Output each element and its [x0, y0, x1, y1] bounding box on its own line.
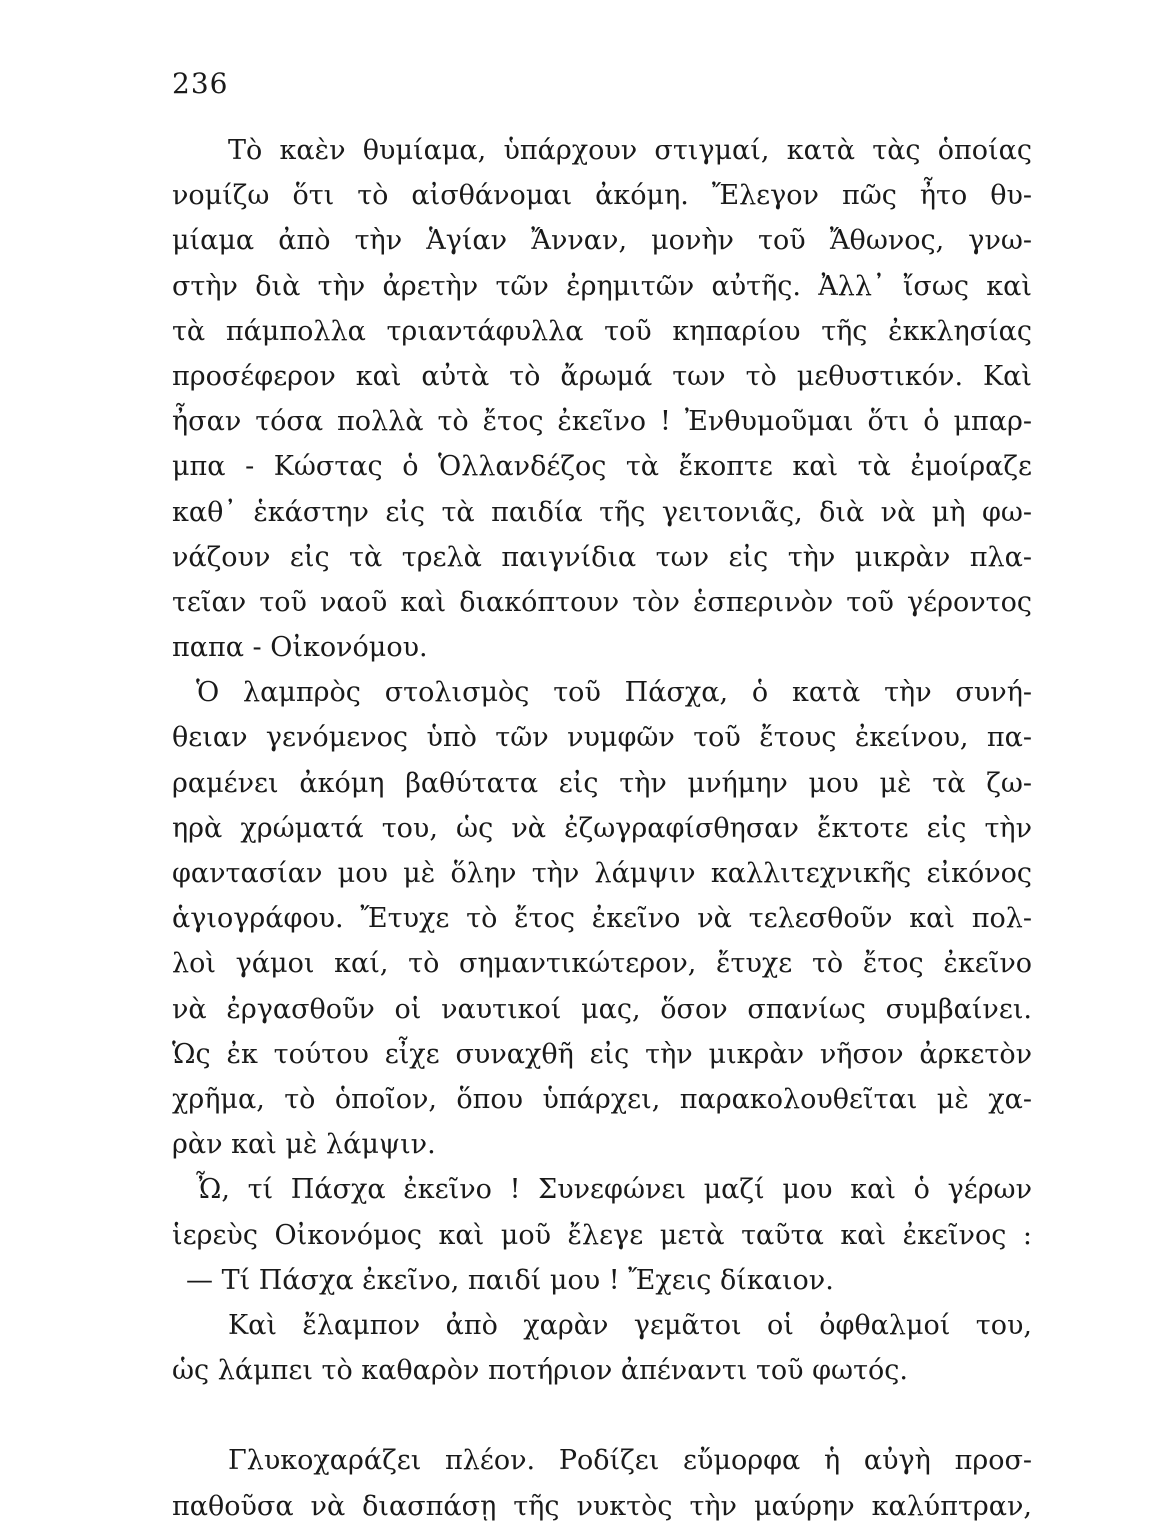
text-line: Καὶ ἔλαμπον ἀπὸ χαρὰν γεμᾶτοι οἱ ὀφθαλμοί του, — [228, 1309, 1032, 1341]
text-line: ἱερεὺς Οἰκονόμος καὶ μοῦ ἔλεγε μετὰ ταῦτα καὶ ἐκεῖνος : — [172, 1219, 1032, 1251]
text-line: Γλυκοχαράζει πλέον. Ροδίζει εὔμορφα ἡ αὐγὴ προσ- — [228, 1445, 1032, 1477]
text-line: καθ᾽ ἑκάστην εἰς τὰ παιδία τῆς γειτονιᾶς, διὰ νὰ μὴ φω- — [172, 496, 1032, 528]
text-line: λοὶ γάμοι καί, τὸ σημαντικώτερον, ἔτυχε τὸ ἔτος ἐκεῖνο — [172, 948, 1032, 980]
text-line: στὴν διὰ τὴν ἀρετὴν τῶν ἐρημιτῶν αὐτῆς. Ἀλλ᾽ ἴσως καὶ — [172, 270, 1032, 302]
text-line: ραμένει ἀκόμη βαθύτατα εἰς τὴν μνήμην μου μὲ τὰ ζω- — [172, 767, 1032, 799]
section-gap — [172, 1393, 1032, 1438]
text-line: παπα - Οἰκονόμου. — [172, 632, 428, 664]
text-line: Ὡς ἐκ τούτου εἶχε συναχθῆ εἰς τὴν μικρὰν νῆσον ἀρκετὸν — [172, 1038, 1032, 1070]
text-line: νὰ ἐργασθοῦν οἱ ναυτικοί μας, ὅσον σπανίως συμβαίνει. — [172, 993, 1032, 1025]
text-line: Ὦ, τί Πάσχα ἐκεῖνο ! Συνεφώνει μαζί μου καὶ ὁ γέρων — [196, 1174, 1032, 1206]
text-line: Ὁ λαμπρὸς στολισμὸς τοῦ Πάσχα, ὁ κατὰ τὴν συνή- — [196, 677, 1032, 709]
text-line: τὰ πάμπολλα τριαντάφυλλα τοῦ κηπαρίου τῆς ἐκκλησίας — [172, 315, 1032, 347]
text-line: φαντασίαν μου μὲ ὅλην τὴν λάμψιν καλλιτεχνικῆς εἰκόνος — [172, 858, 1032, 889]
text-line: Τὸ καὲν θυμίαμα, ὑπάρχουν στιγμαί, κατὰ τὰς ὁποίας — [228, 135, 1032, 166]
page-body — [172, 128, 1032, 1529]
text-line: ἦσαν τόσα πολλὰ τὸ ἔτος ἐκεῖνο ! Ἐνθυμοῦμαι ὅτι ὁ μπαρ- — [172, 406, 1032, 438]
text-line: τεῖαν τοῦ ναοῦ καὶ διακόπτουν τὸν ἑσπερινὸν τοῦ γέροντος — [172, 586, 1032, 618]
text-line: νάζουν εἰς τὰ τρελὰ παιγνίδια των εἰς τὴν μικρὰν πλα- — [172, 541, 1032, 573]
text-line: μίαμα ἀπὸ τὴν Ἁγίαν Ἄνναν, μονὴν τοῦ Ἄθωνος, γνω- — [172, 225, 1032, 257]
text-line: χρῆμα, τὸ ὁποῖον, ὅπου ὑπάρχει, παρακολουθεῖται μὲ χα- — [172, 1083, 1032, 1115]
text-line: παθοῦσα νὰ διασπάσῃ τῆς νυκτὸς τὴν μαύρην καλύπτραν, — [172, 1490, 1032, 1522]
text-line: προσέφερον καὶ αὐτὰ τὸ ἄρωμά των τὸ μεθυστικόν. Καὶ — [172, 360, 1032, 392]
text-line: — Τί Πάσχα ἐκεῖνο, παιδί μου ! Ἔχεις δίκαιον. — [186, 1264, 834, 1296]
text-line: μπα - Κώστας ὁ Ὁλλανδέζος τὰ ἔκοπτε καὶ τὰ ἐμοίραζε — [172, 451, 1032, 483]
text-line: θειαν γενόμενος ὑπὸ τῶν νυμφῶν τοῦ ἔτους ἐκείνου, πα- — [172, 722, 1032, 754]
page-number: 236 — [172, 67, 229, 100]
text-line: ρὰν καὶ μὲ λάμψιν. — [172, 1129, 436, 1161]
text-line: ἁγιογράφου. Ἔτυχε τὸ ἔτος ἐκεῖνο νὰ τελεσθοῦν καὶ πολ- — [172, 903, 1032, 935]
text-line: ηρὰ χρώματά του, ὡς νὰ ἐζωγραφίσθησαν ἔκτοτε εἰς τὴν — [172, 812, 1032, 844]
text-line: ὡς λάμπει τὸ καθαρὸν ποτήριον ἀπέναντι τοῦ φωτός. — [172, 1355, 908, 1387]
text-line: νομίζω ὅτι τὸ αἰσθάνομαι ἀκόμη. Ἔλεγον πῶς ἦτο θυ- — [172, 180, 1032, 212]
